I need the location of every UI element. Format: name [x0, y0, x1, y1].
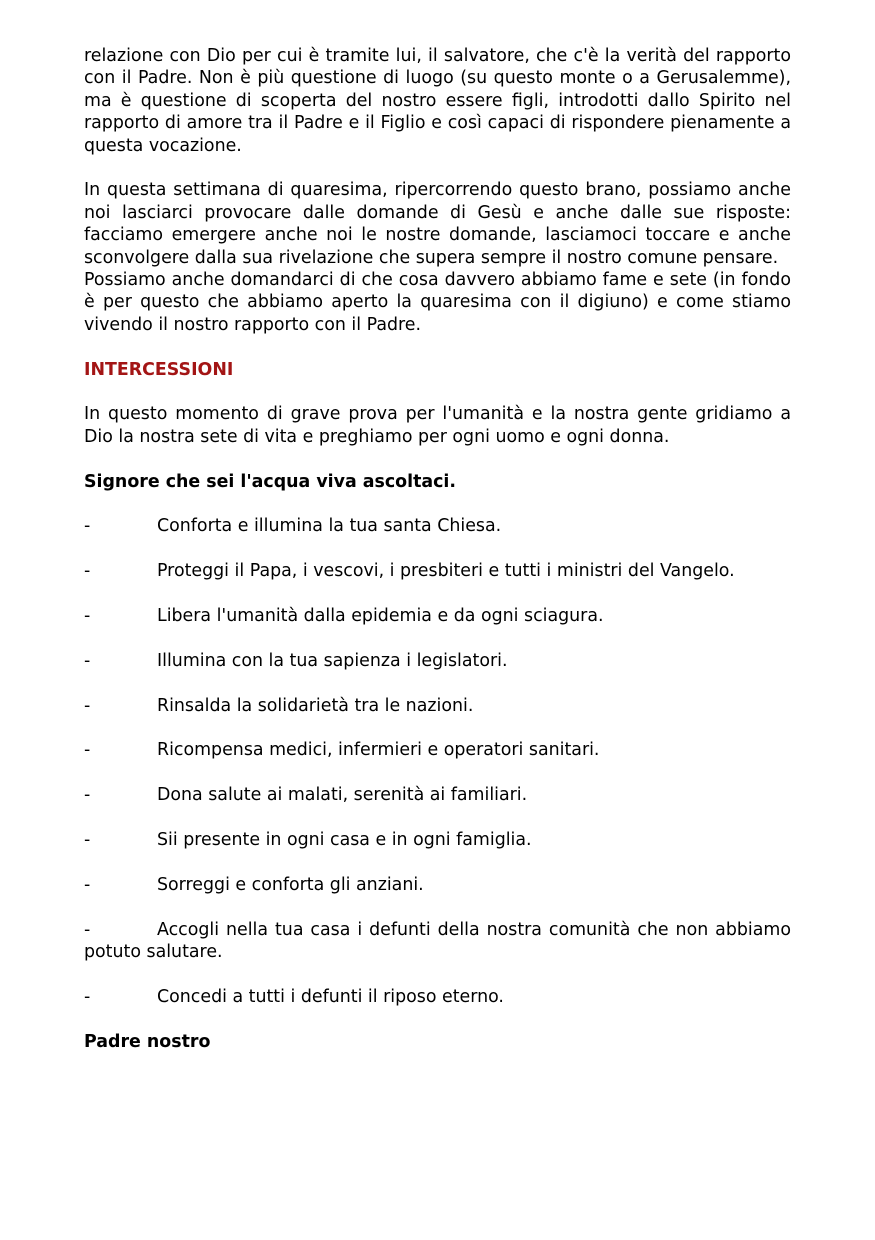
- paragraph-fame-sete: Possiamo anche domandarci di che cosa davvero abbiamo fame e sete (in fondo è per questo che abbiamo aperto la quaresima con il digiuno) e come stiamo vivendo il nostro rapporto con il Padre.: [84, 270, 791, 335]
- list-item: [84, 829, 791, 851]
- list-dash: -: [84, 606, 91, 627]
- list-item: [84, 874, 791, 896]
- list-dash: -: [84, 874, 91, 895]
- list-item: [84, 650, 791, 672]
- list-item: [84, 739, 791, 761]
- list-item-text: Concedi a tutti i defunti il riposo eterno.: [157, 986, 504, 1007]
- list-item: [84, 605, 791, 627]
- list-item: [84, 515, 791, 537]
- list-dash: -: [84, 785, 91, 806]
- intercessioni-response: Signore che sei l'acqua viva ascoltaci.: [84, 471, 456, 492]
- paragraph-gap: [84, 336, 791, 358]
- paragraph-gap: [84, 448, 791, 470]
- document-page: [84, 45, 791, 1053]
- list-item-text: Sorreggi e conforta gli anziani.: [157, 874, 424, 895]
- list-item-text: Rinsalda la solidarietà tra le nazioni.: [157, 695, 474, 716]
- paragraph-relazione: relazione con Dio per cui è tramite lui, il salvatore, che c'è la verità del rapporto con il Padre. Non è più questione di luogo (su questo monte o a Gerusalemme), ma è questione di scoperta del nostro essere figli, introdotti dallo Spirito nel rapporto di amore tra il Padre e il Figlio e così capaci di rispondere pienamente a questa vocazione.: [84, 46, 791, 156]
- paragraph-gap: [84, 157, 791, 179]
- list-dash: -: [84, 830, 91, 851]
- list-item: [84, 784, 791, 806]
- list-item-text: Illumina con la tua sapienza i legislatori.: [157, 650, 508, 671]
- list-item-text: Libera l'umanità dalla epidemia e da ogni sciagura.: [157, 606, 604, 627]
- list-item-text: Conforta e illumina la tua santa Chiesa.: [157, 516, 502, 537]
- list-item-text: Accogli nella tua casa i defunti della nostra comunità che non abbiamo potuto salutare.: [84, 919, 791, 963]
- list-dash: -: [84, 695, 91, 716]
- list-dash: -: [84, 919, 91, 940]
- intercessioni-intro: In questo momento di grave prova per l'umanità e la nostra gente gridiamo a Dio la nostra sete di vita e preghiamo per ogni uomo e ogni donna.: [84, 404, 791, 447]
- list-item: [84, 560, 791, 582]
- paragraph-quaresima: In questa settimana di quaresima, ripercorrendo questo brano, possiamo anche noi lasciarci provocare dalle domande di Gesù e anche dalle sue risposte: facciamo emergere anche noi le nostre domande, lasciamoci toccare e anche sconvolgere dalla sua rivelazione che supera sempre il nostro comune pensare.: [84, 180, 791, 268]
- list-item-text: Proteggi il Papa, i vescovi, i presbiteri e tutti i ministri del Vangelo.: [157, 561, 735, 582]
- list-item-text: Sii presente in ogni casa e in ogni famiglia.: [157, 830, 532, 851]
- list-dash: -: [84, 516, 91, 537]
- list-item: [84, 695, 791, 717]
- list-item-text: Ricompensa medici, infermieri e operatori sanitari.: [157, 740, 600, 761]
- list-item: [84, 919, 791, 964]
- paragraph-gap: [84, 493, 791, 515]
- intercessioni-heading: INTERCESSIONI: [84, 359, 234, 380]
- list-dash: -: [84, 561, 91, 582]
- list-dash: -: [84, 986, 91, 1007]
- list-item-text: Dona salute ai malati, serenità ai familiari.: [157, 785, 528, 806]
- intercessioni-list: [84, 515, 791, 1008]
- paragraph-gap: [84, 381, 791, 403]
- list-dash: -: [84, 740, 91, 761]
- list-dash: -: [84, 650, 91, 671]
- closing-prayer: Padre nostro: [84, 1031, 211, 1052]
- list-item: [84, 986, 791, 1008]
